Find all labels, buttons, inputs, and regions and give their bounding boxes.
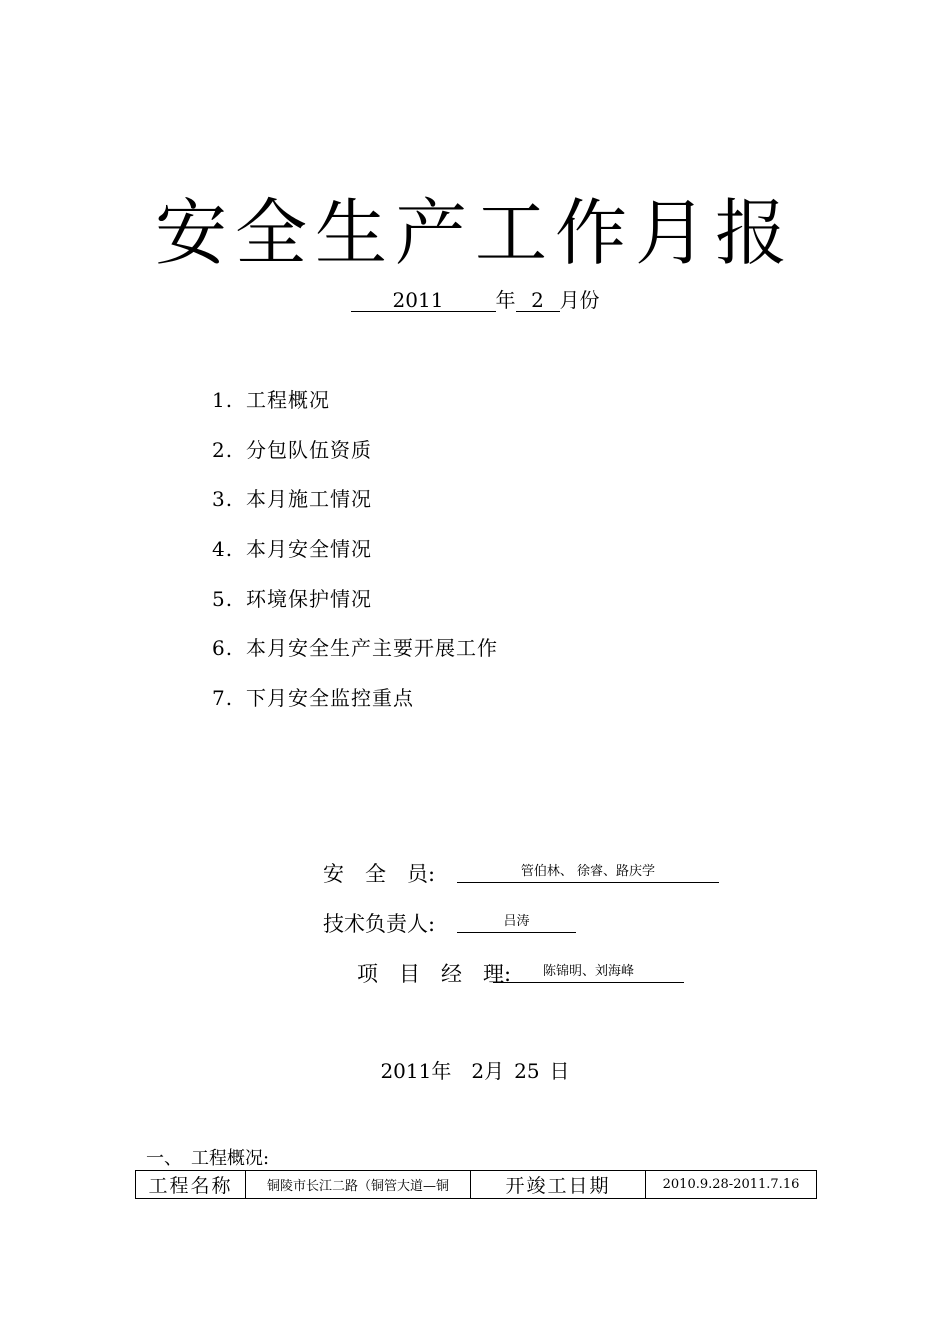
safety-officer-label: 安 全 员 [323, 862, 428, 886]
report-period [0, 287, 950, 313]
contents-item-number: 1. [212, 388, 234, 412]
contents-item-label: 工程概况 [246, 388, 330, 412]
contents-item [212, 437, 372, 463]
project-name-label: 工程名称 [136, 1171, 246, 1199]
contents-item-number: 4. [212, 537, 234, 561]
contents-item [212, 635, 498, 661]
contents-item-label: 本月安全情况 [246, 537, 372, 561]
section-heading: 一、 工程概况: [146, 1148, 270, 1169]
date-day: 25 [514, 1059, 540, 1083]
period-year: 2011 [351, 289, 496, 312]
contents-item-number: 3. [212, 487, 234, 511]
schedule-value: 2010.9.28-2011.7.16 [646, 1171, 817, 1199]
tech-lead-label: 技术负责人 [323, 912, 428, 936]
contents-item-number: 7. [212, 686, 234, 710]
contents-item [212, 685, 414, 711]
colon: : [504, 962, 512, 986]
date-year-suffix: 年 [431, 1059, 452, 1083]
date-day-suffix: 日 [549, 1059, 570, 1083]
project-name-value: 铜陵市长江二路（铜管大道—铜 [246, 1171, 471, 1199]
contents-item-number: 2. [212, 438, 234, 462]
contents-item-label: 环境保护情况 [246, 587, 372, 611]
contents-item [212, 536, 372, 562]
document-title: 安全生产工作月报 [154, 191, 795, 275]
colon: : [428, 912, 436, 936]
contents-item [212, 486, 372, 512]
signature-project-manager [357, 960, 511, 988]
contents-item-number: 5. [212, 587, 234, 611]
contents-item [212, 387, 330, 413]
date-year: 2011 [380, 1059, 432, 1083]
schedule-label: 开竣工日期 [471, 1171, 646, 1199]
project-manager-label: 项 目 经 理 [357, 962, 504, 986]
contents-item-label: 本月施工情况 [246, 487, 372, 511]
report-date [0, 1058, 950, 1084]
project-manager-value: 陈锦明、刘海峰 [493, 962, 684, 983]
period-month: 2 [516, 289, 560, 312]
safety-officer-value: 管伯林、 徐睿、路庆学 [457, 862, 719, 883]
tech-lead-value: 吕涛 [457, 912, 576, 933]
project-overview-table [135, 1170, 817, 1199]
contents-item-label: 分包队伍资质 [246, 438, 372, 462]
contents-item-label: 本月安全生产主要开展工作 [246, 636, 498, 660]
date-month-suffix: 月 [484, 1059, 505, 1083]
contents-item [212, 586, 372, 612]
period-year-suffix: 年 [495, 288, 516, 312]
signature-safety-officer [323, 860, 435, 888]
table-row [136, 1171, 817, 1199]
colon: : [428, 862, 436, 886]
contents-item-number: 6. [212, 636, 234, 660]
period-month-suffix: 月份 [559, 288, 600, 312]
date-month: 2 [471, 1059, 485, 1083]
signature-tech-lead [323, 910, 435, 938]
contents-item-label: 下月安全监控重点 [246, 686, 414, 710]
